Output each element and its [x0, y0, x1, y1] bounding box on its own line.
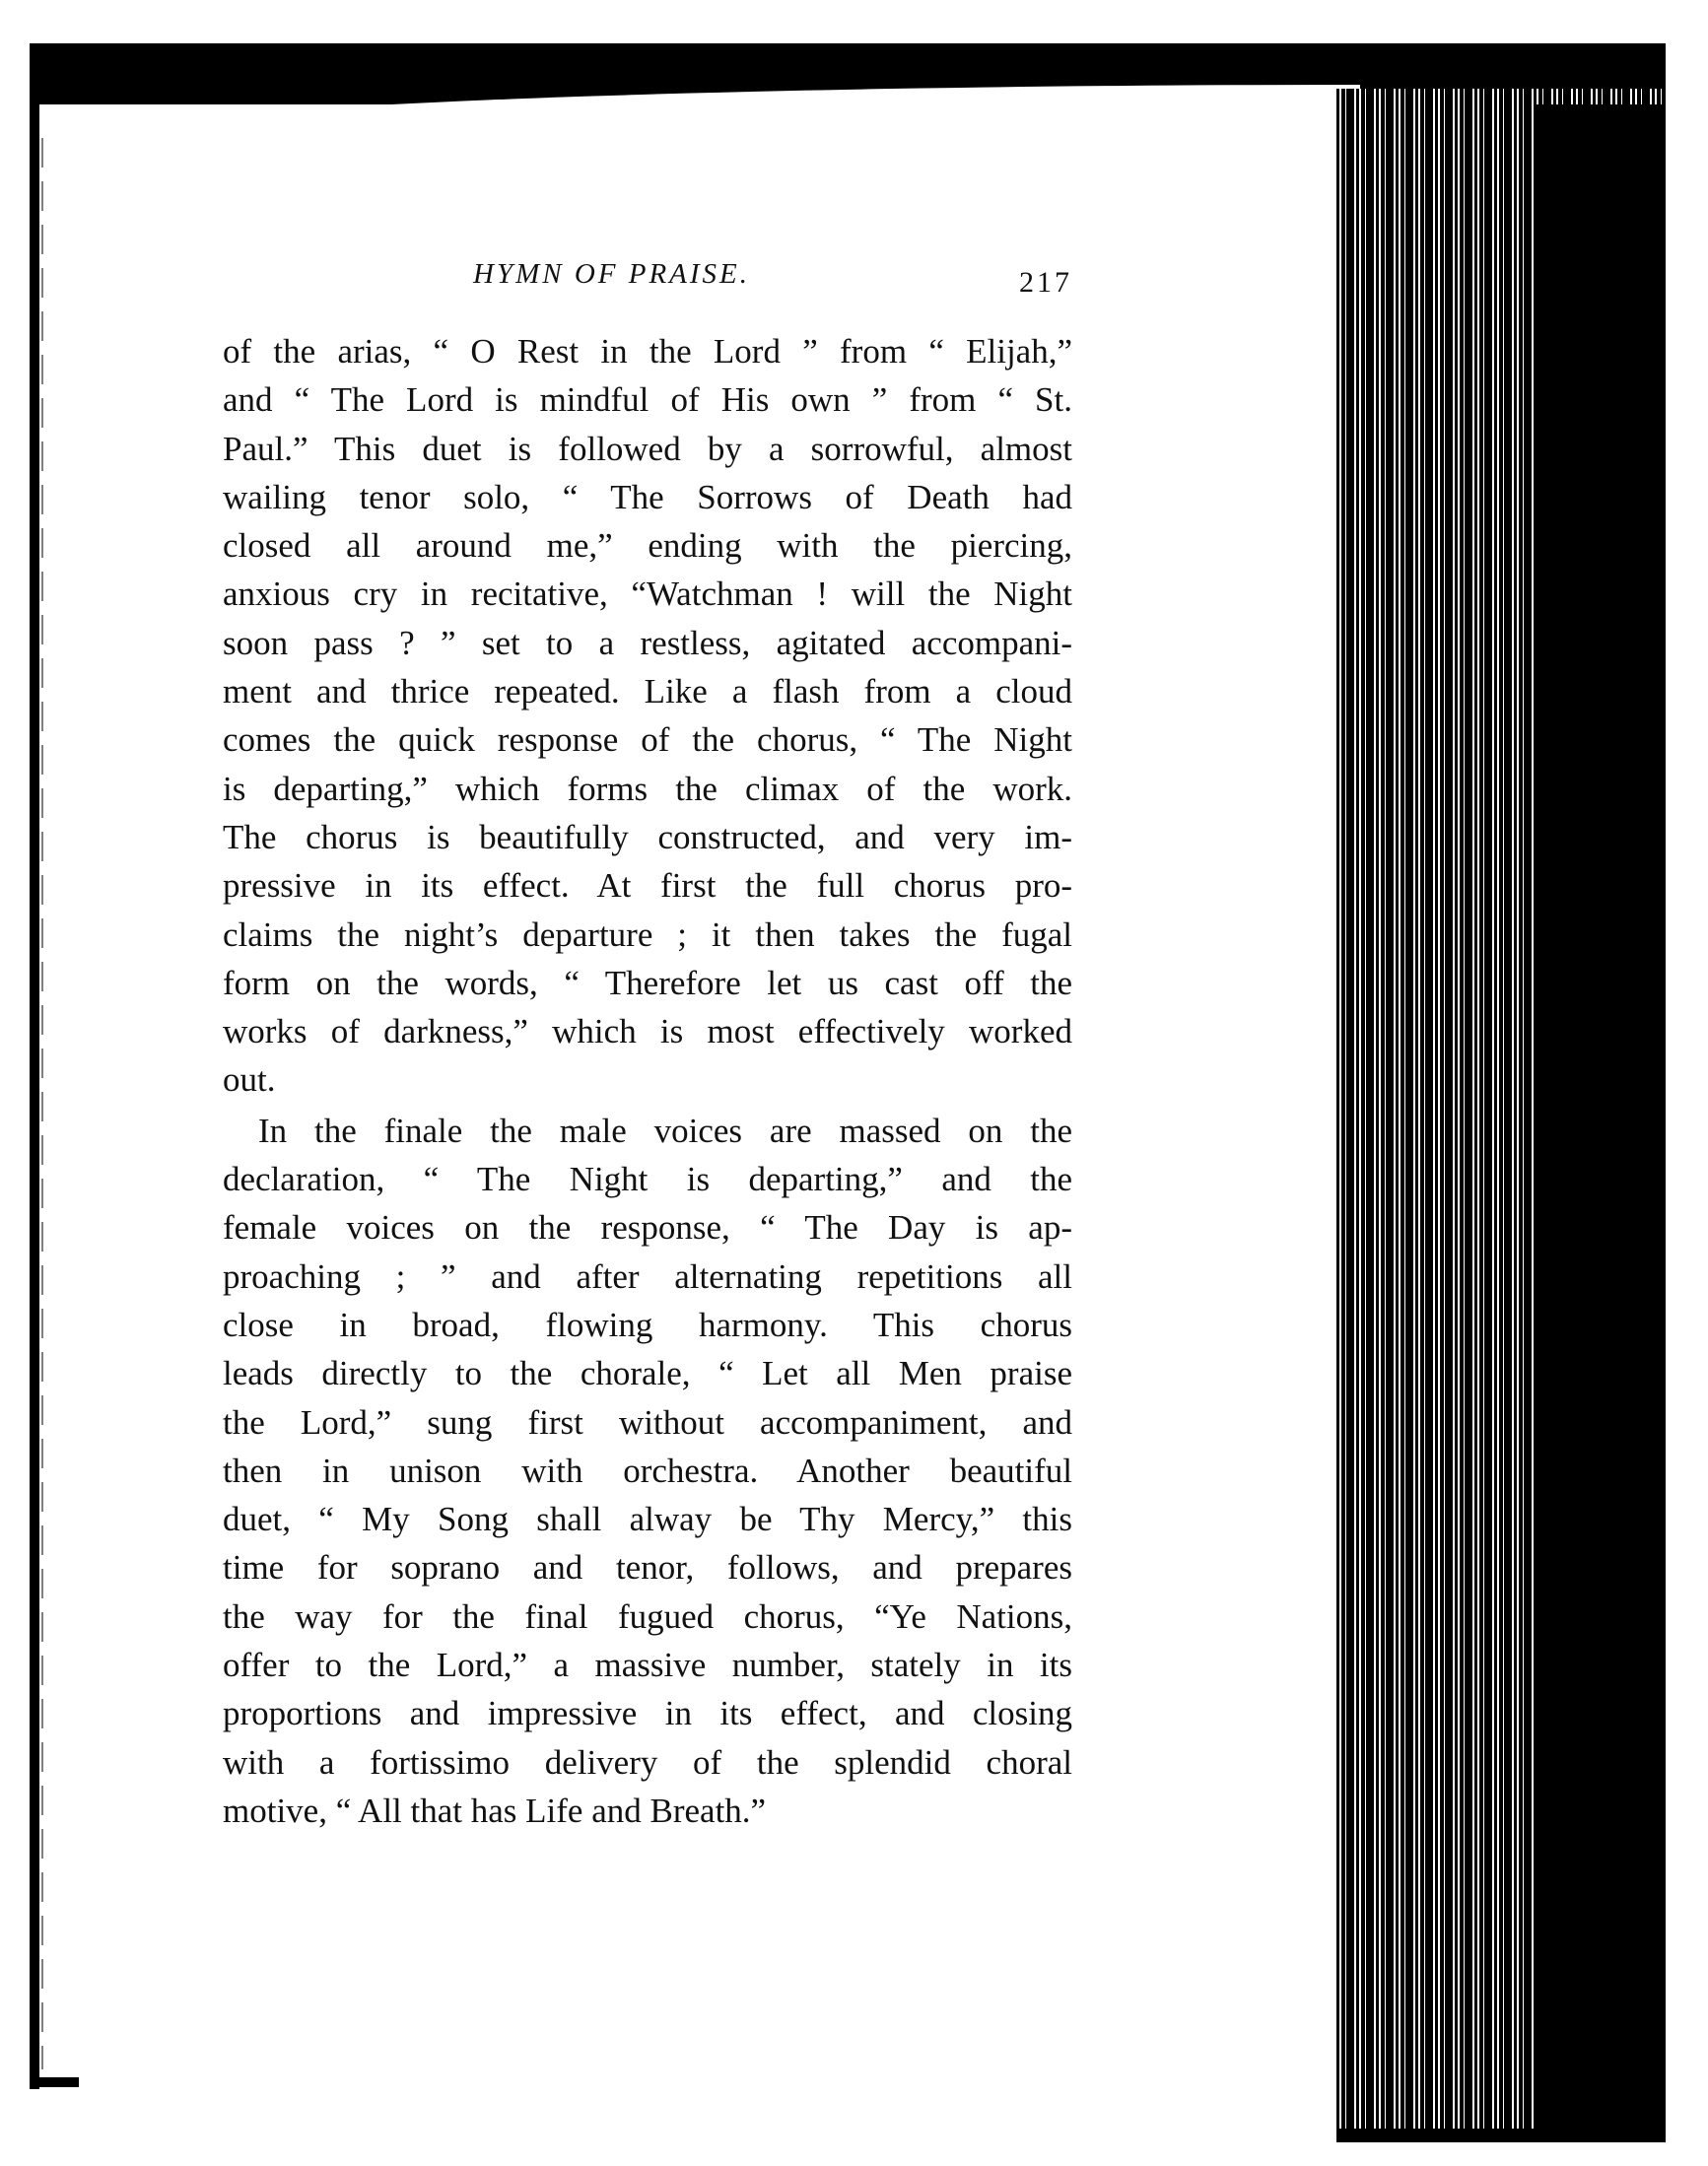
- page-header: [223, 258, 1072, 307]
- text-line: pressive in its effect. At first the full chorus pro-: [223, 866, 1072, 906]
- text-line: leads directly to the chorale, “ Let all Men praise: [223, 1354, 1072, 1393]
- text-line: ment and thrice repeated. Like a flash from a cloud: [223, 672, 1072, 711]
- text-line: close in broad, flowing harmony. This chorus: [223, 1305, 1072, 1344]
- page-number: 217: [1019, 266, 1072, 299]
- text-line: and “ The Lord is mindful of His own ” from “ St.: [223, 380, 1072, 420]
- text-line: proportions and impressive in its effect, and closing: [223, 1694, 1072, 1733]
- text-line: female voices on the response, “ The Day is ap-: [223, 1208, 1072, 1248]
- text-line: then in unison with orchestra. Another beautiful: [223, 1451, 1072, 1490]
- text-line: the Lord,” sung first without accompaniment, and: [223, 1402, 1072, 1442]
- paragraph-1: [223, 327, 1072, 1105]
- text-line: form on the words, “ Therefore let us cast off the: [223, 963, 1072, 1002]
- paragraph-2: [223, 1107, 1072, 1835]
- text-line: the way for the final fugued chorus, “Ye Nations,: [223, 1596, 1072, 1636]
- body-text: [223, 327, 1072, 1835]
- text-line: of the arias, “ O Rest in the Lord ” from “ Elijah,”: [223, 332, 1072, 371]
- text-line: time for soprano and tenor, follows, and prepares: [223, 1548, 1072, 1588]
- scan-left-shadow: [30, 59, 39, 2089]
- book-cover-shadow: [1534, 104, 1666, 2142]
- text-line: out.: [223, 1060, 276, 1100]
- text-line: offer to the Lord,” a massive number, stately in its: [223, 1646, 1072, 1685]
- text-line: anxious cry in recitative, “Watchman ! will the Night: [223, 575, 1072, 614]
- text-line: The chorus is beautifully constructed, and very im-: [223, 817, 1072, 856]
- text-line: claims the night’s departure ; it then takes the fugal: [223, 914, 1072, 954]
- text-line: soon pass ? ” set to a restless, agitated accompani-: [223, 623, 1072, 662]
- text-line: In the finale the male voices are massed on the: [258, 1111, 1072, 1150]
- text-line: comes the quick response of the chorus, “ The Night: [223, 720, 1072, 760]
- text-line: is departing,” which forms the climax of the work.: [223, 769, 1072, 808]
- text-line: duet, “ My Song shall alway be Thy Mercy,” this: [223, 1500, 1072, 1539]
- text-line: wailing tenor solo, “ The Sorrows of Death had: [223, 477, 1072, 516]
- scan-bottom-corner: [30, 2077, 79, 2087]
- text-line: with a fortissimo delivery of the splendid choral: [223, 1742, 1072, 1782]
- text-line: Paul.” This duet is followed by a sorrowful, almost: [223, 429, 1072, 468]
- running-title: HYMN OF PRAISE.: [473, 258, 750, 290]
- text-line: works of darkness,” which is most effectively worked: [223, 1012, 1072, 1051]
- text-line: declaration, “ The Night is departing,” and the: [223, 1160, 1072, 1199]
- text-line: closed all around me,” ending with the piercing,: [223, 526, 1072, 566]
- text-line: proaching ; ” and after alternating repetitions all: [223, 1256, 1072, 1296]
- text-line: motive, “ All that has Life and Breath.”: [223, 1791, 767, 1830]
- book-bottom-shadow: [1336, 2129, 1666, 2142]
- scan-left-speckle: [41, 138, 43, 2069]
